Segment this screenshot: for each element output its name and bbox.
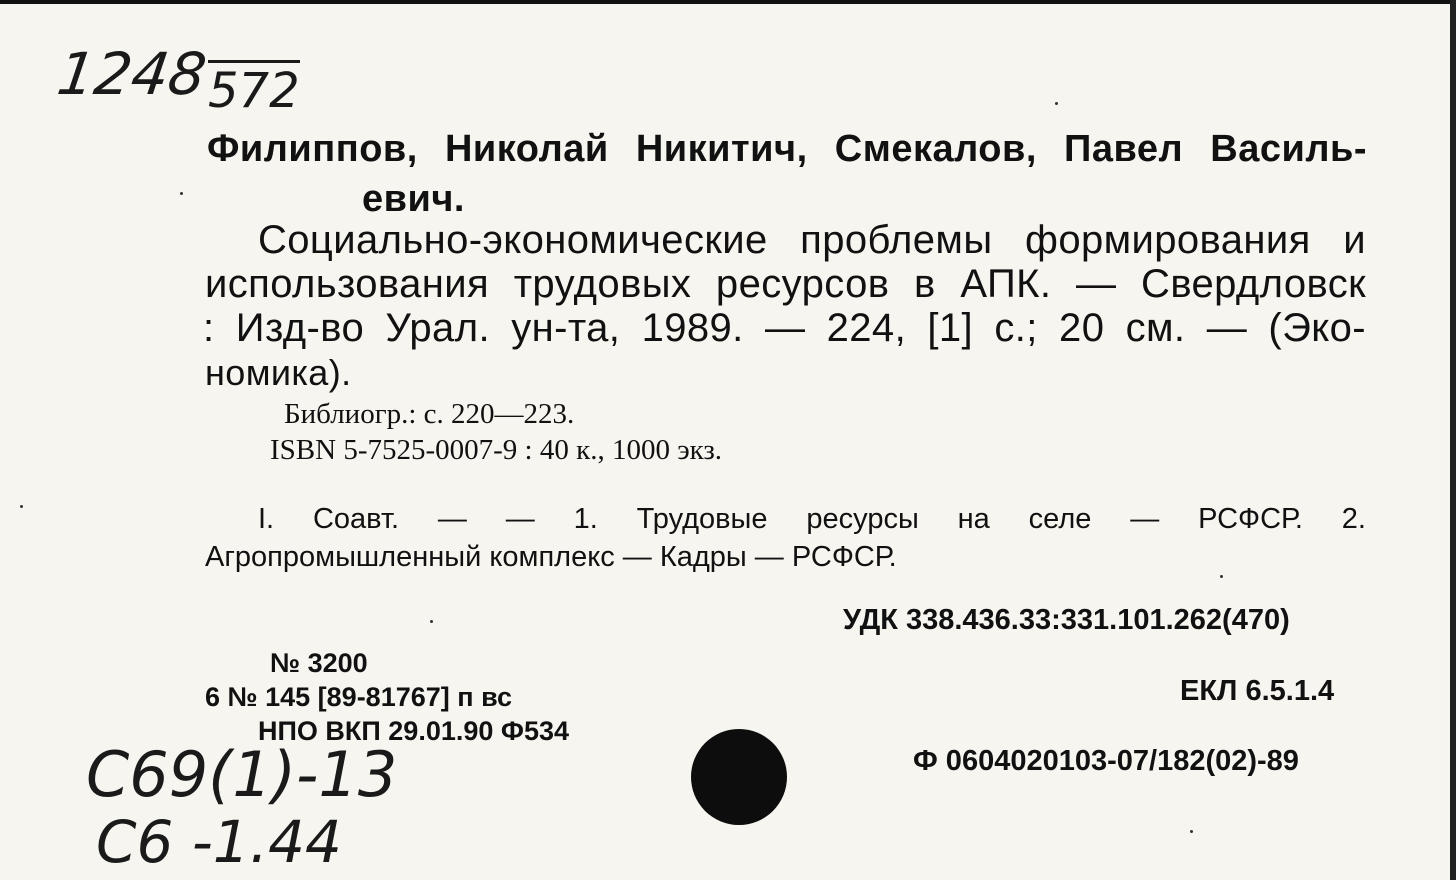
handwritten-code-1: С69(1)-13 — [86, 738, 398, 811]
scan-speck — [430, 620, 433, 623]
authors-line-1: Филиппов, Николай Никитич, Смекалов, Павел Василь- — [207, 128, 1367, 170]
title-line-4: номика). — [205, 352, 352, 393]
ekl-code: ЕКЛ 6.5.1.4 — [1180, 675, 1335, 707]
subjects-line-2: Агропромышленный комплекс — Кадры — РСФСР. — [205, 541, 897, 573]
authors-line-2: евич. — [362, 178, 465, 220]
title-line-2: использования трудовых ресурсов в АПК. — Свердловск — [205, 262, 1366, 306]
scan-speck — [20, 505, 23, 508]
scan-speck — [1220, 575, 1223, 578]
handwritten-number-tail: 572 — [208, 60, 300, 115]
subjects-line-1: I. Соавт. — — 1. Трудовые ресурсы на селе — РСФСР. 2. — [258, 503, 1366, 535]
print-npo: НПО ВКП 29.01.90 Ф534 — [258, 716, 569, 746]
bibliography-note: Библиогр.: с. 220—223. — [284, 398, 575, 430]
handwritten-code-2: С6 -1.44 — [96, 808, 342, 876]
card-top-edge — [0, 0, 1456, 4]
scan-speck — [1190, 830, 1193, 833]
print-order: 6 № 145 [89-81767] п вс — [205, 682, 513, 712]
scan-speck — [1055, 102, 1058, 105]
print-number: № 3200 — [270, 648, 368, 678]
handwritten-number: 1248 — [53, 40, 211, 108]
title-line-3: : Изд-во Урал. ун-та, 1989. — 224, [1] с.; 20 см. — (Эко- — [203, 306, 1366, 350]
card-right-edge — [1450, 0, 1456, 880]
f-code: Ф 0604020103-07/182(02)-89 — [913, 745, 1299, 777]
isbn-line: ISBN 5-7525-0007-9 : 40 к., 1000 экз. — [270, 434, 723, 466]
udk-code: УДК 338.436.33:331.101.262(470) — [843, 604, 1290, 636]
title-line-1: Социально-экономические проблемы формирования и — [258, 218, 1366, 262]
punch-hole — [691, 729, 787, 825]
scan-speck — [180, 192, 183, 195]
